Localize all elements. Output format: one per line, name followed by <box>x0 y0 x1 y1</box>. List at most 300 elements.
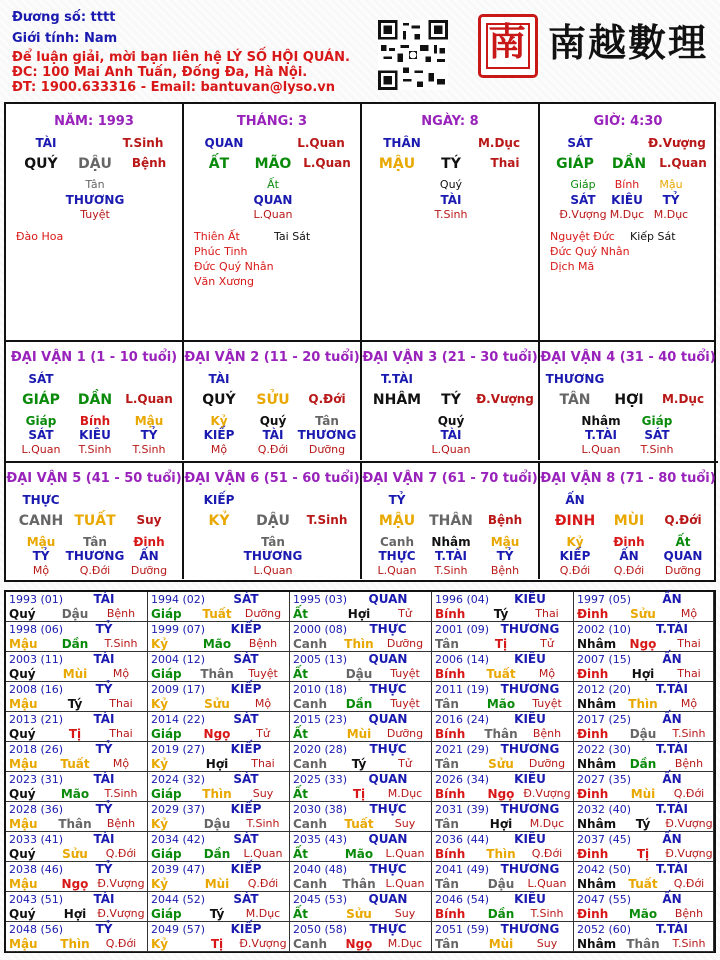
year-stage: Q.Đới <box>531 847 563 860</box>
dai-van-branch: TÝ <box>441 392 461 408</box>
year-label: 2019 (27) <box>151 743 206 756</box>
year-god: KIÊU <box>514 832 546 846</box>
year-branch: Mùi <box>346 727 372 741</box>
dai-van-2 <box>184 342 362 460</box>
hidden-god: ẤN <box>139 549 159 563</box>
year-cell <box>432 922 574 952</box>
year-cell <box>432 712 574 742</box>
pillar-stem: GIÁP <box>556 156 594 172</box>
year-cell <box>6 712 148 742</box>
hidden-god: QUAN <box>253 193 293 207</box>
year-stage: Đ.Vượng <box>665 847 713 860</box>
dai-van-table <box>4 342 716 582</box>
star-good: Thiên Ất <box>194 230 240 243</box>
hidden-god: T.TÀI <box>435 549 467 563</box>
year-label: 2028 (36) <box>9 803 64 816</box>
star-good: Đào Hoa <box>16 230 64 243</box>
year-branch: Tý <box>351 757 367 771</box>
year-god: QUAN <box>368 592 408 606</box>
dai-van-stem: NHÂM <box>372 392 422 408</box>
hidden-god: SÁT <box>28 428 54 442</box>
year-stem: Canh <box>293 757 327 771</box>
year-branch: Hợi <box>489 817 513 831</box>
hidden-stem: Tân <box>83 535 107 549</box>
hidden-stem: Mậu <box>659 178 683 191</box>
year-stage: Tử <box>540 637 554 650</box>
dai-van-branch: HỢI <box>614 392 644 408</box>
dai-van-stage: Q.Đới <box>308 392 346 406</box>
year-cell <box>148 652 290 682</box>
year-label: 1996 (04) <box>435 593 490 606</box>
year-stage: T.Sinh <box>246 817 280 830</box>
year-stem: Bính <box>435 847 466 861</box>
year-stage: Đ.Vượng <box>239 937 287 950</box>
year-stem: Đinh <box>577 667 609 681</box>
year-god: ẤN <box>662 712 682 726</box>
dai-van-6 <box>184 461 362 579</box>
year-branch: Mùi <box>630 787 656 801</box>
year-stem: Quý <box>9 727 36 741</box>
year-god: TỶ <box>95 922 113 936</box>
year-stem: Ất <box>293 607 309 621</box>
year-branch: Ngọ <box>61 877 89 891</box>
year-stage: Bệnh <box>532 727 562 740</box>
year-stem: Nhâm <box>577 757 617 771</box>
year-branch: Thìn <box>202 787 232 801</box>
hidden-stem: Nhâm <box>431 535 471 549</box>
year-branch: Mão <box>486 697 516 711</box>
pillar-0 <box>6 104 184 340</box>
hidden-stage: Q.Đới <box>613 564 645 577</box>
year-branch: Tý <box>635 817 651 831</box>
hidden-stage: T.Sinh <box>434 564 468 577</box>
year-cell <box>148 712 290 742</box>
year-label: 2015 (23) <box>293 713 348 726</box>
year-god: THƯƠNG <box>500 622 560 636</box>
year-god: T.TÀI <box>656 862 688 876</box>
pillar-stage: Thai <box>490 156 520 170</box>
star-good: Đức Quý Nhân <box>550 245 630 258</box>
year-god: KIÊU <box>514 892 546 906</box>
year-stem: Ất <box>293 787 309 801</box>
year-stage: Q.Đới <box>673 787 705 800</box>
year-stem: Giáp <box>151 607 182 621</box>
year-cell <box>148 742 290 772</box>
dai-van-god: THỰC <box>22 493 60 507</box>
year-stem: Bính <box>435 607 466 621</box>
hidden-stem: Ất <box>675 535 691 549</box>
hidden-stage: L.Quan <box>377 564 417 577</box>
year-branch: Thìn <box>486 847 516 861</box>
dai-van-god: ẤN <box>565 493 585 507</box>
year-cell <box>574 592 714 622</box>
year-branch: Tuất <box>60 757 90 771</box>
year-stem: Mậu <box>9 697 38 711</box>
phone-email[interactable]: ĐT: 1900.633316 - Email: bantuvan@lyso.vn <box>12 80 336 95</box>
year-branch: Tuất <box>628 877 658 891</box>
year-stem: Kỷ <box>151 877 169 891</box>
year-god: KIẾP <box>230 622 262 636</box>
year-label: 2011 (19) <box>435 683 490 696</box>
year-label: 2000 (08) <box>293 623 348 636</box>
year-stem: Ất <box>293 667 309 681</box>
year-god: THƯƠNG <box>500 862 560 876</box>
year-god: TÀI <box>93 592 115 606</box>
address: ĐC: 100 Mai Anh Tuấn, Đống Đa, Hà Nội. <box>12 65 308 80</box>
year-branch: Dần <box>345 697 373 711</box>
brand-logo: 南越數理 <box>548 20 709 65</box>
year-label: 2042 (50) <box>577 863 632 876</box>
qr-code-icon <box>378 20 448 90</box>
year-stage: Tuyệt <box>248 667 278 680</box>
year-god: T.TÀI <box>656 922 688 936</box>
year-cell <box>574 922 714 952</box>
year-god: THƯƠNG <box>500 682 560 696</box>
dai-van-1 <box>6 342 184 460</box>
year-cell <box>290 772 432 802</box>
year-stage: Thai <box>535 607 559 620</box>
year-label: 1993 (01) <box>9 593 64 606</box>
year-cell <box>574 802 714 832</box>
year-label: 2045 (53) <box>293 893 348 906</box>
dai-van-stage: M.Dục <box>661 392 705 406</box>
year-cell <box>432 862 574 892</box>
year-branch: Dậu <box>345 667 373 681</box>
year-label: 2006 (14) <box>435 653 490 666</box>
pillar-god: THÂN <box>383 136 421 150</box>
year-branch: Ngọ <box>487 787 515 801</box>
year-god: ẤN <box>662 772 682 786</box>
star-bad: Kiếp Sát <box>630 230 676 243</box>
year-cell <box>574 652 714 682</box>
year-stage: Tử <box>398 757 412 770</box>
year-branch: Mão <box>628 907 658 921</box>
year-branch: Sửu <box>630 607 656 621</box>
dai-van-branch: SỬU <box>256 392 290 408</box>
year-god: TỶ <box>95 622 113 636</box>
pillar-1 <box>184 104 362 340</box>
year-god: T.TÀI <box>656 802 688 816</box>
hidden-stem: Kỷ <box>566 535 584 549</box>
year-god: SÁT <box>233 712 259 726</box>
year-cell <box>432 742 574 772</box>
year-cell <box>574 892 714 922</box>
dai-van-stem: KỶ <box>208 513 230 529</box>
dai-van-stem: MẬU <box>378 513 416 529</box>
year-branch: Tý <box>209 907 225 921</box>
year-branch: Dậu <box>629 727 657 741</box>
year-stage: Mộ <box>680 607 698 620</box>
year-label: 1999 (07) <box>151 623 206 636</box>
hidden-stem: Tân <box>85 178 105 191</box>
year-stage: Đ.Vượng <box>97 877 145 890</box>
dai-van-title: ĐẠI VẬN 6 (51 - 60 tuổi) <box>184 471 360 486</box>
hidden-stage: Dưỡng <box>308 443 346 456</box>
year-stem: Canh <box>293 637 327 651</box>
year-cell <box>148 682 290 712</box>
year-branch: Thân <box>626 937 660 951</box>
hidden-god: THỰC <box>378 549 416 563</box>
year-stage: Suy <box>394 907 416 920</box>
year-stage: L.Quan <box>385 847 425 860</box>
year-cell <box>6 802 148 832</box>
year-stem: Tân <box>435 817 459 831</box>
year-stage: Tử <box>256 727 270 740</box>
year-stem: Nhâm <box>577 637 617 651</box>
year-branch: Dậu <box>203 817 231 831</box>
year-label: 2026 (34) <box>435 773 490 786</box>
pillar-title: NGÀY: 8 <box>421 114 479 129</box>
hidden-stage: Q.Đới <box>257 443 289 456</box>
year-stem: Quý <box>9 847 36 861</box>
hidden-stem: Ất <box>267 178 279 191</box>
year-stem: Bính <box>435 727 466 741</box>
year-label: 2036 (44) <box>435 833 490 846</box>
year-stem: Đinh <box>577 607 609 621</box>
pillar-stage: Bệnh <box>131 156 167 170</box>
year-branch: Hợi <box>63 907 87 921</box>
year-stage: T.Sinh <box>672 937 706 950</box>
hidden-god: TÀI <box>262 428 284 442</box>
year-cell <box>574 622 714 652</box>
year-branch: Hợi <box>205 757 229 771</box>
hidden-stage: T.Sinh <box>132 443 166 456</box>
year-label: 1998 (06) <box>9 623 64 636</box>
hidden-god: KIẾP <box>559 549 591 563</box>
year-god: KIẾP <box>230 682 262 696</box>
dai-van-god: KIẾP <box>203 493 235 507</box>
year-cell <box>290 712 432 742</box>
year-label: 2022 (30) <box>577 743 632 756</box>
pillar-god: QUAN <box>204 136 244 150</box>
year-stem: Kỷ <box>151 757 169 771</box>
year-god: TỶ <box>95 682 113 696</box>
pillar-stage-top: T.Sinh <box>122 136 164 150</box>
year-god: THỰC <box>369 802 407 816</box>
year-label: 2016 (24) <box>435 713 490 726</box>
pillar-stage: L.Quan <box>659 156 707 170</box>
year-branch: Hợi <box>347 607 371 621</box>
hidden-stage: Dưỡng <box>664 564 702 577</box>
year-cell <box>290 592 432 622</box>
year-label: 2029 (37) <box>151 803 206 816</box>
year-label: 2047 (55) <box>577 893 632 906</box>
dai-van-title: ĐẠI VẬN 2 (11 - 20 tuổi) <box>184 350 360 365</box>
year-god: TỶ <box>95 802 113 816</box>
hidden-stem: Giáp <box>570 178 596 191</box>
year-stage: Suy <box>394 817 416 830</box>
year-cell <box>432 652 574 682</box>
year-stem: Tân <box>435 757 459 771</box>
year-stem: Canh <box>293 697 327 711</box>
hidden-stem: Bính <box>614 178 640 191</box>
year-god: TỶ <box>95 742 113 756</box>
hidden-stage: M.Dục <box>609 208 645 221</box>
dai-van-god: T.TÀI <box>381 372 413 386</box>
year-cell <box>6 922 148 952</box>
year-stage: Thai <box>251 757 275 770</box>
year-stem: Quý <box>9 787 36 801</box>
year-god: QUAN <box>368 712 408 726</box>
dai-van-god: THƯƠNG <box>545 372 605 386</box>
dai-van-stage: Bệnh <box>487 513 523 527</box>
year-label: 2021 (29) <box>435 743 490 756</box>
year-god: QUAN <box>368 772 408 786</box>
year-branch: Tị <box>494 637 508 651</box>
year-cell <box>290 892 432 922</box>
year-label: 2048 (56) <box>9 923 64 936</box>
dai-van-title: ĐẠI VẬN 8 (71 - 80 tuổi) <box>540 471 716 486</box>
year-stage: Bệnh <box>674 907 704 920</box>
year-branch: Thân <box>200 667 234 681</box>
hidden-god: THƯƠNG <box>65 549 125 563</box>
year-label: 2020 (28) <box>293 743 348 756</box>
year-label: 2008 (16) <box>9 683 64 696</box>
year-god: KIÊU <box>514 712 546 726</box>
hidden-stage: L.Quan <box>253 208 293 221</box>
year-branch: Thân <box>58 817 92 831</box>
dai-van-stem: TÂN <box>559 392 591 408</box>
dai-van-branch: MÙI <box>613 513 645 529</box>
year-stem: Tân <box>435 697 459 711</box>
year-cell <box>574 712 714 742</box>
year-god: SÁT <box>233 892 259 906</box>
pillar-title: NĂM: 1993 <box>54 114 134 129</box>
hidden-stage: Bệnh <box>490 564 520 577</box>
seal-stamp-icon: 南 <box>478 14 538 78</box>
hidden-stage: Đ.Vượng <box>559 208 607 221</box>
dai-van-stage: Suy <box>136 513 162 527</box>
dai-van-stage: Đ.Vượng <box>476 392 534 406</box>
year-stem: Quý <box>9 667 36 681</box>
year-god: T.TÀI <box>656 682 688 696</box>
year-label: 2040 (48) <box>293 863 348 876</box>
hidden-god: KIÊU <box>611 193 643 207</box>
year-stage: Đ.Vượng <box>523 787 571 800</box>
hidden-stem: Đinh <box>613 535 645 549</box>
year-stem: Ất <box>293 847 309 861</box>
year-cell <box>148 622 290 652</box>
hidden-god: T.TÀI <box>585 428 617 442</box>
year-cell <box>432 622 574 652</box>
year-label: 2023 (31) <box>9 773 64 786</box>
year-cell <box>148 922 290 952</box>
year-cell <box>574 682 714 712</box>
hidden-god: TỶ <box>662 193 680 207</box>
year-cell <box>290 922 432 952</box>
year-branch: Tị <box>352 787 366 801</box>
year-label: 2031 (39) <box>435 803 490 816</box>
year-label: 2007 (15) <box>577 653 632 666</box>
year-label: 2012 (20) <box>577 683 632 696</box>
year-stage: Dưỡng <box>386 727 424 740</box>
year-god: SÁT <box>233 772 259 786</box>
year-stem: Tân <box>435 937 459 951</box>
year-stage: T.Sinh <box>530 907 564 920</box>
year-label: 2035 (43) <box>293 833 348 846</box>
year-stage: Q.Đới <box>105 937 137 950</box>
dai-van-5 <box>6 461 184 579</box>
star-good: Văn Xương <box>194 275 254 288</box>
hidden-god: TỶ <box>32 549 50 563</box>
hidden-god: TỶ <box>496 549 514 563</box>
year-label: 2038 (46) <box>9 863 64 876</box>
year-branch: Dậu <box>61 607 89 621</box>
hidden-stem: Quý <box>259 414 287 428</box>
star-bad: Tai Sát <box>274 230 311 243</box>
year-god: THỰC <box>369 682 407 696</box>
year-stem: Kỷ <box>151 697 169 711</box>
year-god: TỶ <box>95 862 113 876</box>
hidden-stage: Q.Đới <box>559 564 591 577</box>
hidden-god: TÀI <box>440 193 462 207</box>
hidden-god: SÁT <box>644 428 670 442</box>
hidden-god: KIÊU <box>79 428 111 442</box>
year-stage: Bệnh <box>106 817 136 830</box>
year-branch: Hợi <box>631 667 655 681</box>
year-cell <box>6 592 148 622</box>
year-stem: Giáp <box>151 787 182 801</box>
year-cell <box>6 682 148 712</box>
year-god: TÀI <box>93 652 115 666</box>
year-stage: M.Dục <box>387 787 423 800</box>
year-stage: Q.Đới <box>247 877 279 890</box>
year-stem: Tân <box>435 877 459 891</box>
hidden-god: QUAN <box>663 549 703 563</box>
year-stem: Nhâm <box>577 697 617 711</box>
year-branch: Tý <box>493 607 509 621</box>
year-label: 1994 (02) <box>151 593 206 606</box>
year-stage: Đ.Vượng <box>97 907 145 920</box>
pillar-stem: MẬU <box>378 156 416 172</box>
year-cell <box>290 832 432 862</box>
year-branch: Sửu <box>346 907 372 921</box>
pillar-branch: DẦN <box>611 156 647 172</box>
year-god: KIÊU <box>514 772 546 786</box>
year-stage: Mộ <box>112 757 130 770</box>
year-god: QUAN <box>368 652 408 666</box>
dai-van-7 <box>362 461 540 579</box>
pillar-branch: DẬU <box>78 156 112 172</box>
year-label: 2027 (35) <box>577 773 632 786</box>
year-branch: Dần <box>203 847 231 861</box>
year-cell <box>6 832 148 862</box>
year-label: 2034 (42) <box>151 833 206 846</box>
year-stage: L.Quan <box>527 877 567 890</box>
dai-van-stage: Q.Đới <box>664 513 702 527</box>
year-branch: Dần <box>629 757 657 771</box>
hidden-stem: Mậu <box>26 535 56 549</box>
year-stage: Tuyệt <box>390 697 420 710</box>
hidden-stem: Kỷ <box>210 414 228 428</box>
year-stage: T.Sinh <box>104 787 138 800</box>
year-stem: Đinh <box>577 847 609 861</box>
year-branch: Thân <box>342 877 376 891</box>
year-cell <box>290 862 432 892</box>
year-cell <box>574 742 714 772</box>
year-stem: Ất <box>293 907 309 921</box>
year-stem: Giáp <box>151 727 182 741</box>
year-god: KIẾP <box>230 922 262 936</box>
year-stage: Bệnh <box>248 637 278 650</box>
header <box>0 0 720 100</box>
year-branch: Ngọ <box>345 937 373 951</box>
dai-van-title: ĐẠI VẬN 5 (41 - 50 tuổi) <box>6 471 182 486</box>
year-cell <box>574 772 714 802</box>
year-cell <box>290 742 432 772</box>
year-label: 2030 (38) <box>293 803 348 816</box>
hidden-god: TỶ <box>140 428 158 442</box>
